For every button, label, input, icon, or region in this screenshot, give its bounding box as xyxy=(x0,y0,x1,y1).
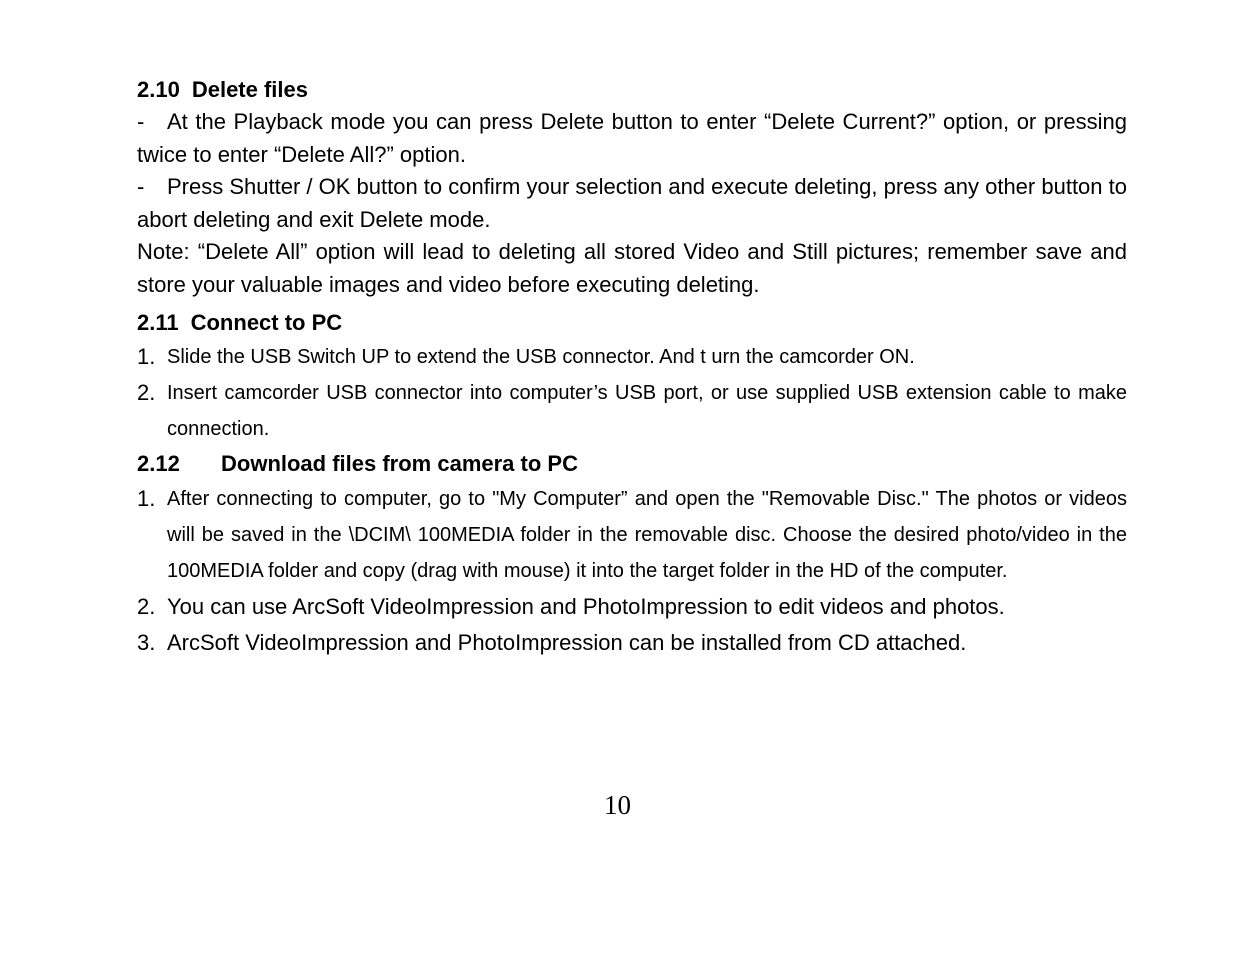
list-item xyxy=(137,375,1127,447)
bullet-text: At the Playback mode you can press Delete button to enter “Delete Current?” option, or pressing twice to enter “Delete All?” option. xyxy=(137,109,1127,167)
section-number: 2.11 xyxy=(137,310,179,335)
list-item xyxy=(137,589,1127,625)
section-heading-delete-files xyxy=(137,74,1127,106)
list-item-number: 1. xyxy=(137,486,156,511)
section-number: 2.12 xyxy=(137,451,180,476)
download-steps-list xyxy=(137,481,1127,661)
list-item xyxy=(137,481,1127,589)
list-item-text: Slide the USB Switch UP to extend the USB connector. And t urn the camcorder ON. xyxy=(167,346,915,368)
section-title: Download files from camera to PC xyxy=(221,451,578,476)
bullet-text: Press Shutter / OK button to confirm your selection and execute deleting, press any other button to abort deleting and exit Delete mode. xyxy=(137,174,1127,232)
list-item-text: After connecting to computer, go to "My Computer” and open the "Removable Disc." The photos or videos will be saved in the \DCIM\ 100MEDIA folder in the removable disc. Choose the desired photo/video in the 100MEDIA folder and copy (drag with mouse) it into the target folder in the HD of the computer. xyxy=(167,488,1127,582)
section-title: Delete files xyxy=(191,77,308,102)
document-page xyxy=(137,74,1127,661)
list-item-number: 3. xyxy=(137,630,156,655)
delete-bullet-2 xyxy=(137,171,1127,236)
list-item-number: 2. xyxy=(137,380,156,405)
list-item-text: You can use ArcSoft VideoImpression and PhotoImpression to edit videos and photos. xyxy=(167,594,1005,619)
list-item xyxy=(137,625,1127,661)
list-item-number: 1. xyxy=(137,344,156,369)
list-item-number: 2. xyxy=(137,594,156,619)
connect-steps-list xyxy=(137,339,1127,447)
list-item-text: ArcSoft VideoImpression and PhotoImpression can be installed from CD attached. xyxy=(167,630,967,655)
delete-note: Note: “Delete All” option will lead to deleting all stored Video and Still pictures; remember save and store your valuable images and video before executing deleting. xyxy=(137,239,1127,297)
delete-bullet-1 xyxy=(137,106,1127,171)
page-number: 10 xyxy=(604,790,631,820)
section-heading-download-files xyxy=(137,448,1127,480)
list-item xyxy=(137,339,1127,375)
list-item-text: Insert camcorder USB connector into computer’s USB port, or use supplied USB extension cable to make connection. xyxy=(167,382,1127,440)
section-heading-connect-to-pc xyxy=(137,307,1127,339)
bullet-dash: - xyxy=(137,174,145,199)
section-number: 2.10 xyxy=(137,77,180,102)
bullet-dash: - xyxy=(137,109,145,134)
section-title: Connect to PC xyxy=(190,310,343,335)
